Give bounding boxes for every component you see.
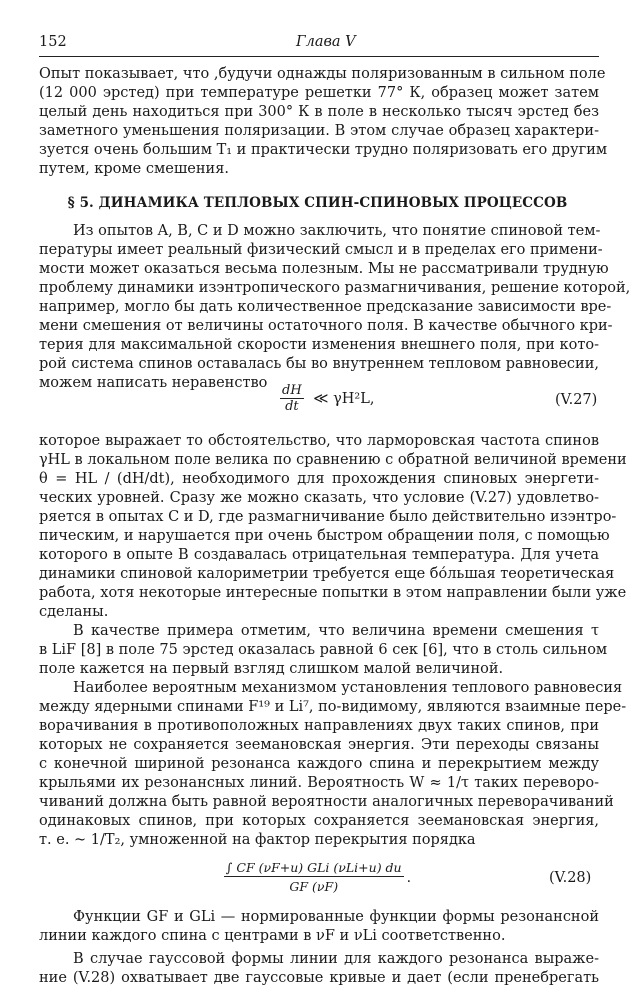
text-line: которого в опыте B создавалась отрицательная температура. Для учета: [39, 547, 599, 563]
text-line: В случае гауссовой формы линии для каждого резонанса выраже-: [73, 951, 599, 967]
text-line: крыльями их резонансных линий. Вероятность W ≈ 1/τ таких переворо-: [39, 775, 599, 791]
text-line: пературы имеет реальный физический смысл и в пределах его примени-: [39, 242, 603, 258]
text-line: ряется в опытах C и D, где размагничивание было действительно изэнтро-: [39, 509, 617, 525]
text-line: сделаны.: [39, 604, 109, 620]
text-line: проблему динамики изэнтропического размагничивания, решение которой,: [39, 280, 631, 296]
text-line: γHL в локальном поле велика по сравнению с обратной величиной времени: [39, 452, 627, 468]
text-line: динамики спиновой калориметрии требуется еще бо́льшая теоретическая: [39, 566, 615, 582]
text-line: целый день находиться при 300° К в поле в несколько тысяч эрстед без: [39, 104, 599, 120]
equation-rhs: ≪ γH²L,: [313, 390, 375, 407]
text-line: в LiF [8] в поле 75 эрстед оказалась равной 6 сек [6], что в столь сильном: [39, 642, 608, 658]
section-heading: § 5. ДИНАМИКА ТЕПЛОВЫХ СПИН-СПИНОВЫХ ПРОЦЕССОВ: [67, 195, 568, 211]
text-line: поле кажется на первый взгляд слишком малой величиной.: [39, 661, 504, 677]
fraction-denominator: GF (νF): [224, 876, 404, 895]
page-number: 152: [39, 34, 67, 50]
text-line: пическим, и нарушается при очень быстром обращении поля, с помощью: [39, 528, 610, 544]
equation-number: (V.28): [549, 870, 592, 886]
text-line: которых не сохраняется зеемановская энергия. Эти переходы связаны: [39, 737, 599, 753]
equation-number: (V.27): [555, 392, 598, 408]
fraction: [224, 860, 404, 895]
text-line: линии каждого спина с центрами в νF и νLi соответственно.: [39, 928, 506, 944]
fraction-denominator: dt: [280, 398, 304, 414]
text-line: Из опытов A, B, C и D можно заключить, что понятие спиновой тем-: [73, 223, 601, 239]
equation-period: .: [406, 869, 412, 886]
text-line: мени смешения от величины остаточного поля. В качестве обычного кри-: [39, 318, 613, 334]
text-line: чиваний должна быть равной вероятности аналогичных переворачиваний: [39, 794, 614, 810]
text-line: т. е. ~ 1/T₂, умноженной на фактор перекрытия порядка: [39, 832, 476, 848]
text-line: например, могло бы дать количественное предсказание зависимости вре-: [39, 299, 612, 315]
text-line: зуется очень большим T₁ и практически трудно поляризовать его другим: [39, 142, 608, 158]
text-line: рой система спинов оставалась бы во внутреннем тепловом равновесии,: [39, 356, 599, 372]
text-line: θ = HL / (dH/dt), необходимого для прохождения спиновых энергети-: [39, 471, 599, 487]
text-line: ние (V.28) охватывает две гауссовые кривые и дает (если пренебрегать: [39, 970, 599, 986]
text-line: одинаковых спинов, при которых сохраняется зеемановская энергия,: [39, 813, 599, 829]
chapter-title: Глава V: [296, 34, 356, 50]
text-line: с конечной шириной резонанса каждого спина и перекрытием между: [39, 756, 599, 772]
header-rule: [39, 56, 599, 57]
text-line: Функции GF и GLi — нормированные функции формы резонансной: [73, 909, 599, 925]
text-line: Опыт показывает, что ,будучи однажды поляризованным в сильном поле: [39, 66, 606, 82]
fraction-numerator: ∫ CF (νF+u) GLi (νLi+u) du: [225, 860, 402, 875]
equation-v28: [0, 860, 635, 895]
text-line: Наиболее вероятным механизмом установления теплового равновесия: [73, 680, 623, 696]
text-line: (12 000 эрстед) при температуре решетки 77° К, образец может затем: [39, 85, 599, 101]
text-line: ческих уровней. Сразу же можно сказать, что условие (V.27) удовлетво-: [39, 490, 599, 506]
text-line: терия для максимальной скорости изменения внешнего поля, при кото-: [39, 337, 599, 353]
text-line: путем, кроме смешения.: [39, 161, 229, 177]
text-line: между ядерными спинами F¹⁹ и Li⁷, по-видимому, являются взаимные пере-: [39, 699, 627, 715]
text-line: ворачивания в противоположных направлениях двух таких спинов, при: [39, 718, 599, 734]
text-line: заметного уменьшения поляризации. В этом случае образец характери-: [39, 123, 599, 139]
text-line: работа, хотя некоторые интересные попытки в этом направлении были уже: [39, 585, 627, 601]
text-line: можем написать неравенство: [39, 375, 268, 391]
text-line: которое выражает то обстоятельство, что ларморовская частота спинов: [39, 433, 599, 449]
equation-v27: [280, 383, 374, 414]
text-line: мости может оказаться весьма полезным. Мы не рассматривали трудную: [39, 261, 609, 277]
fraction-numerator: dH: [282, 383, 302, 398]
text-line: В качестве примера отметим, что величина времени смешения τ: [73, 623, 599, 639]
fraction: [280, 383, 304, 414]
